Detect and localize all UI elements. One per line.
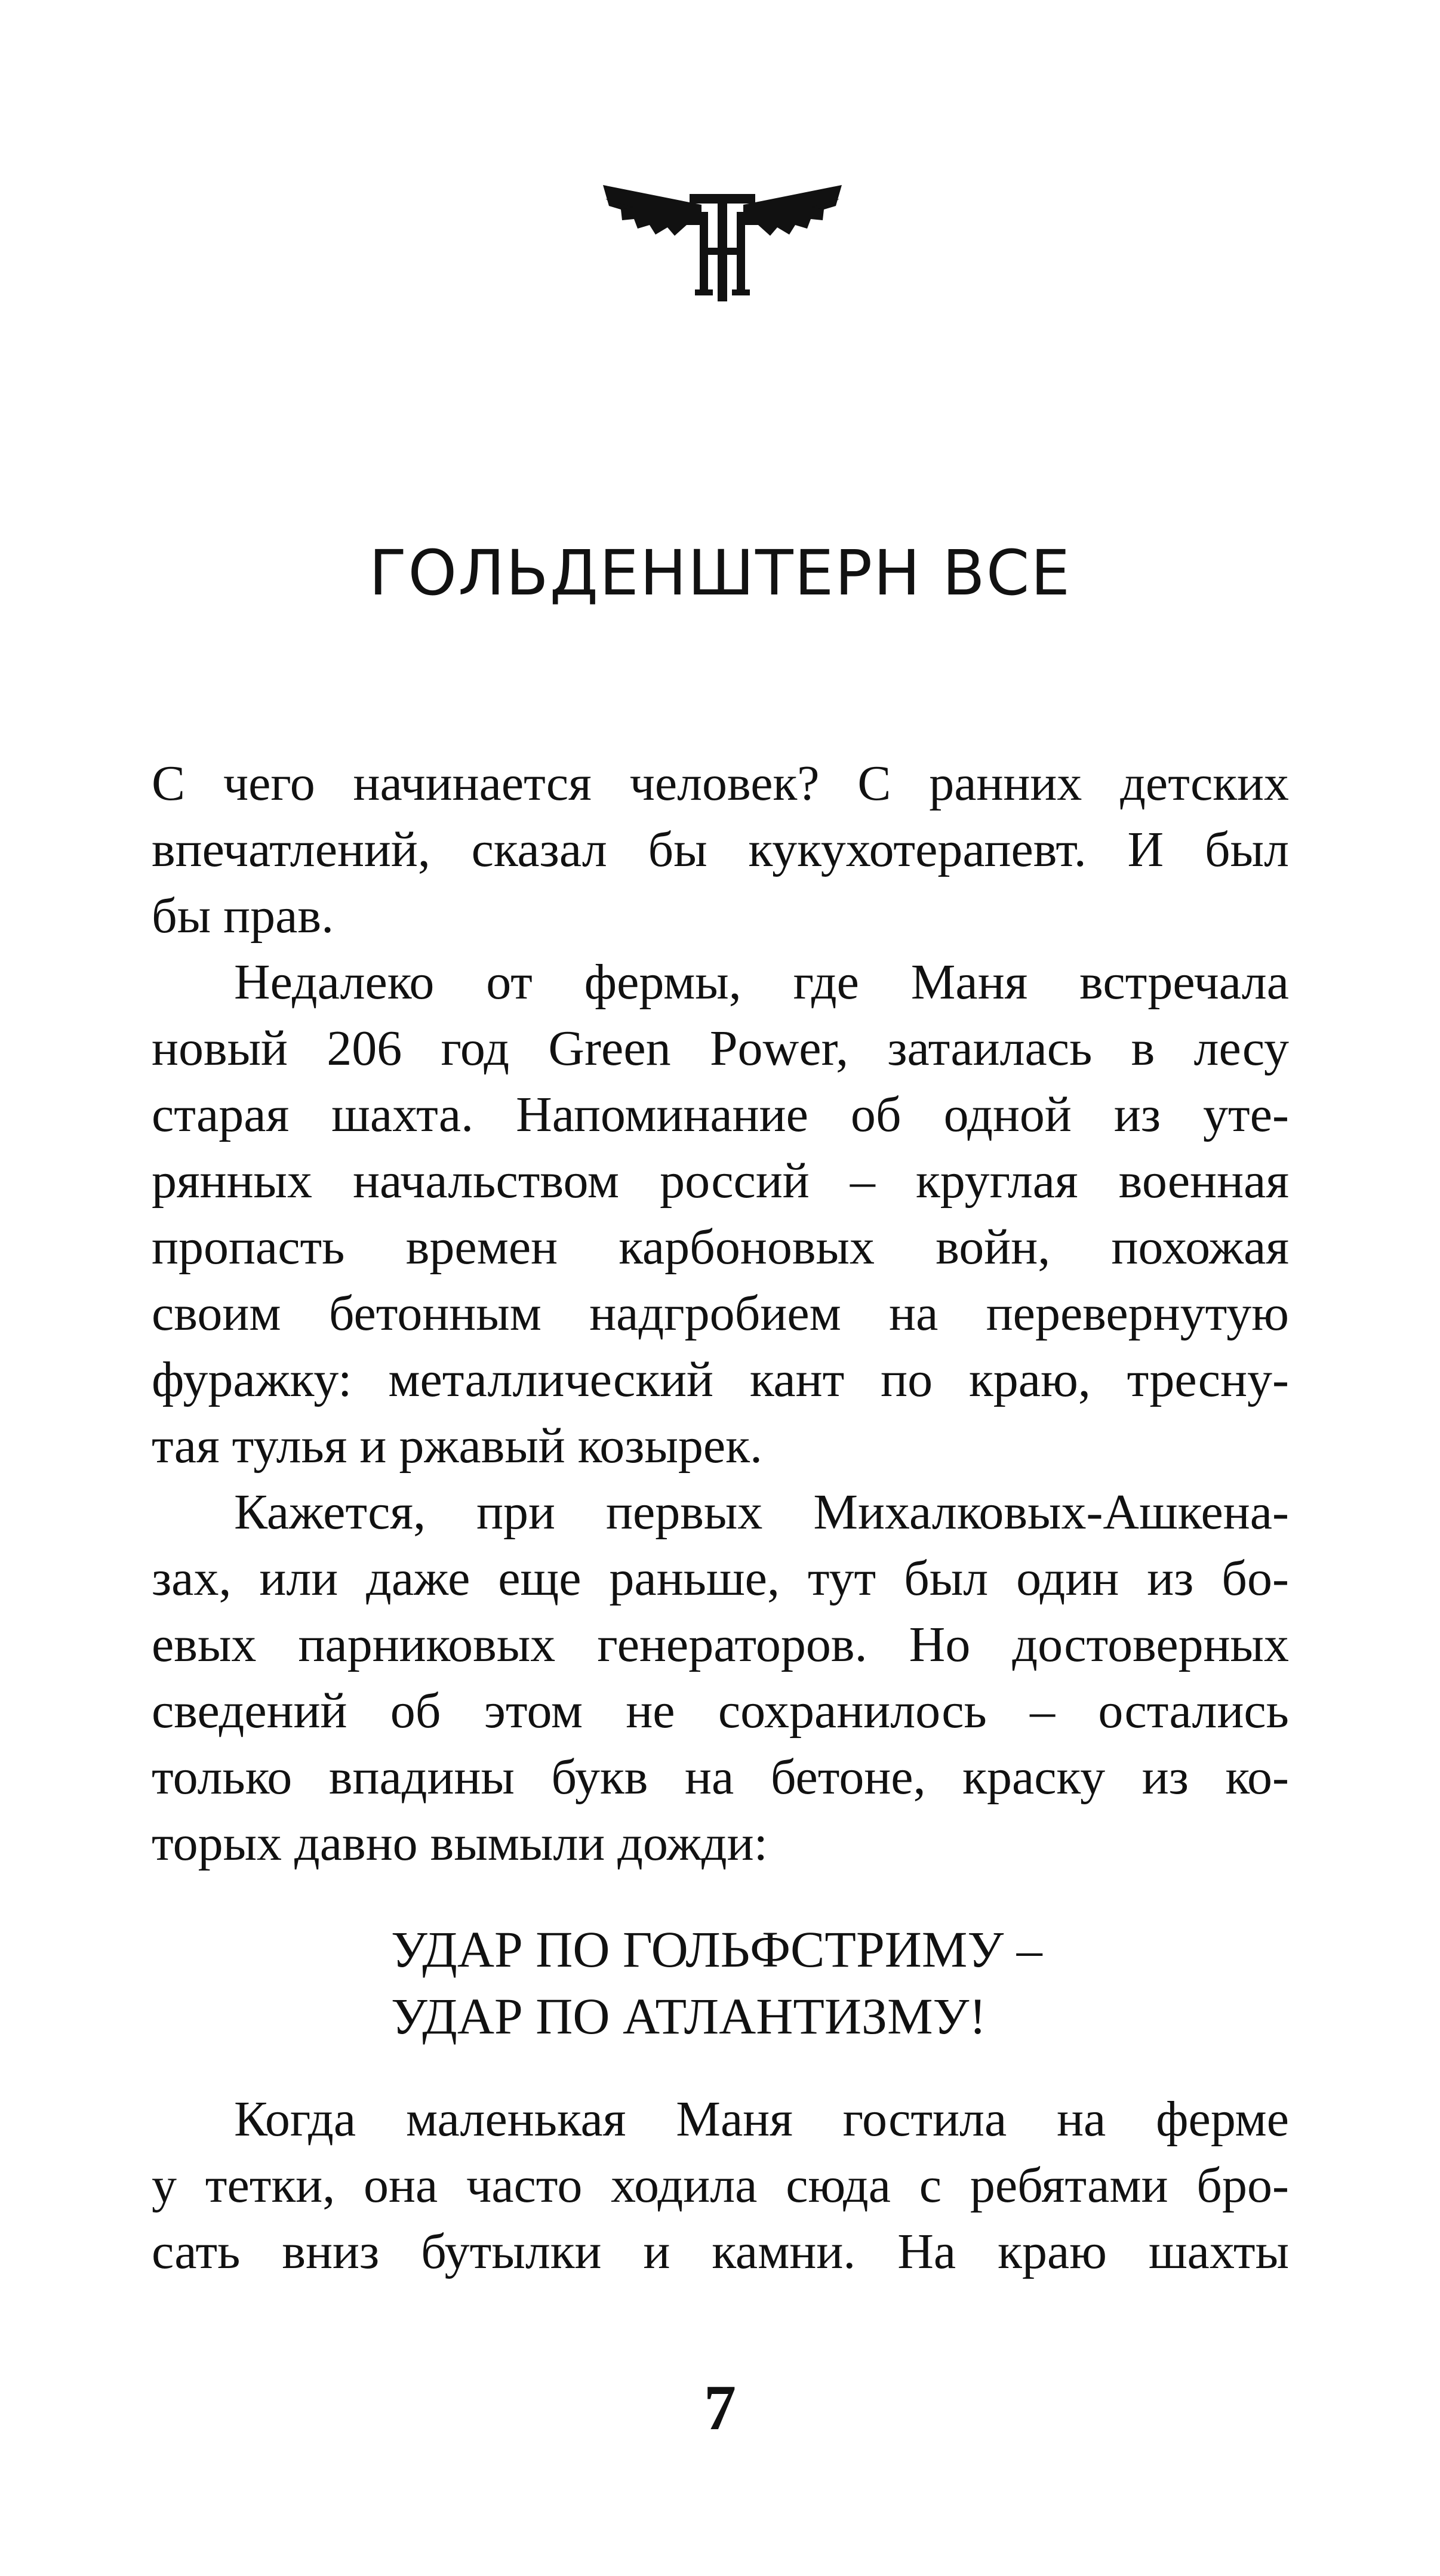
slogan-line: УДАР ПО ГОЛЬФСТРИМУ –	[391, 1921, 1042, 1978]
text-line: пропасть времен карбоновых войн, похожая	[152, 1219, 1289, 1275]
text-line: у тетки, она часто ходила сюда с ребятами бро-	[152, 2158, 1289, 2213]
text-line: сать вниз бутылки и камни. На краю шахты	[152, 2224, 1289, 2279]
paragraph-3	[152, 1479, 1289, 1876]
text-line: рянных начальством россий – круглая военная	[152, 1153, 1289, 1209]
text-line: торых давно вымыли дожди:	[152, 1816, 768, 1871]
text-line: зах, или даже еще раньше, тут был один из бо-	[152, 1551, 1289, 1606]
text-line: С чего начинается человек? С ранних детских	[152, 756, 1289, 811]
paragraph-2	[152, 949, 1289, 1479]
text-line: только впадины букв на бетоне, краску из ко-	[152, 1749, 1289, 1805]
text-line: своим бетонным надгробием на перевернутую	[152, 1286, 1289, 1341]
text-line: впечатлений, сказал бы кукухотерапевт. И был	[152, 822, 1289, 877]
winged-monogram-icon	[597, 170, 848, 307]
slogan	[391, 1916, 1042, 2050]
text-line: Кажется, при первых Михалковых-Ашкена-	[234, 1484, 1289, 1540]
slogan-line: УДАР ПО АТЛАНТИЗМУ!	[391, 1988, 987, 2045]
text-line: Когда маленькая Маня гостила на ферме	[234, 2091, 1289, 2147]
text-line: евых парниковых генераторов. Но достоверных	[152, 1617, 1289, 1672]
text-line: новый 206 год Green Power, затаилась в лесу	[152, 1021, 1290, 1076]
chapter-title: ГОЛЬДЕНШТЕРН ВСЕ	[368, 537, 1072, 609]
paragraph-4	[152, 2086, 1289, 2285]
text-line: бы прав.	[152, 888, 334, 944]
page-number: 7	[704, 2372, 736, 2443]
text-line: фуражку: металлический кант по краю, тресну-	[152, 1352, 1289, 1407]
text-line: старая шахта. Напоминание об одной из уте-	[152, 1087, 1289, 1142]
text-line: тая тулья и ржавый козырек.	[152, 1418, 763, 1474]
paragraph-1	[152, 750, 1289, 949]
text-line: сведений об этом не сохранилось – остались	[152, 1683, 1289, 1739]
text-line: Недалеко от фермы, где Маня встречала	[234, 954, 1289, 1010]
